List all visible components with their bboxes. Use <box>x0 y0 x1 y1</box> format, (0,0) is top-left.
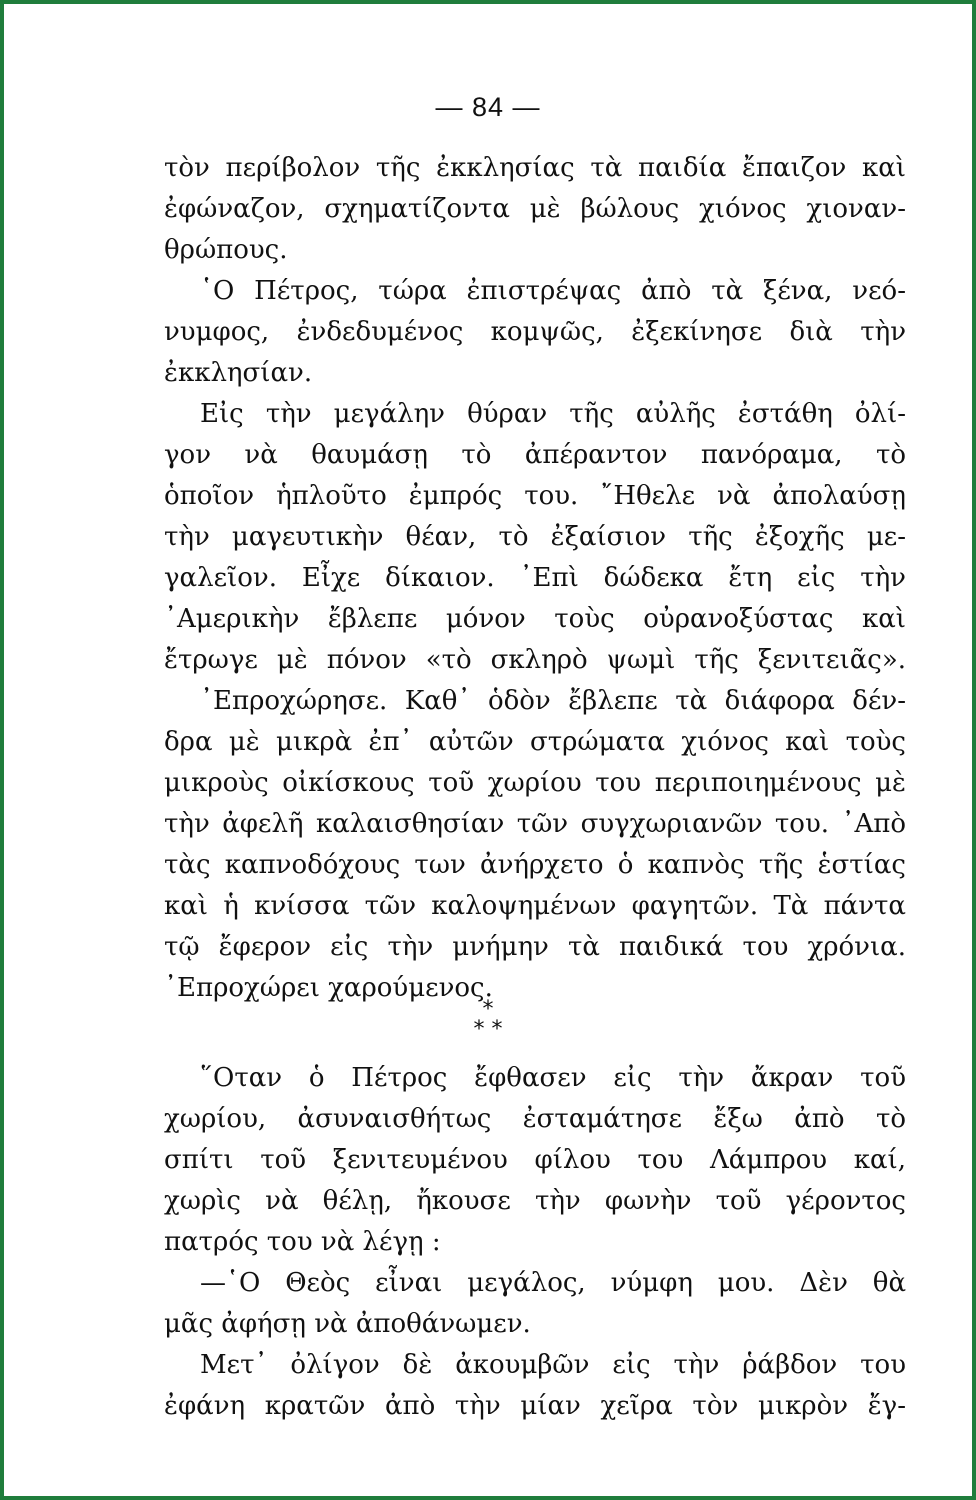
text-line: ὁποῖον ἡπλοῦτο ἐμπρός του. ῎Ηθελε νὰ ἀπολαύσῃ <box>164 481 906 511</box>
text-line: καὶ ἡ κνίσσα τῶν καλοψημένων φαγητῶν. Τὰ πάντα <box>164 891 906 921</box>
text-line: χωρίου, ἀσυναισθήτως ἐσταμάτησε ἔξω ἀπὸ τὸ <box>164 1104 906 1134</box>
text-line: τῷ ἔφερον εἰς τὴν μνήμην τὰ παιδικά του χρόνια. <box>164 932 906 962</box>
text-line: ᾿Επροχώρησε. Καθ᾿ ὁδὸν ἔβλεπε τὰ διάφορα δέν- <box>200 686 906 716</box>
text-line: ἔτρωγε μὲ πόνον «τὸ σκληρὸ ψωμὶ τῆς ξενιτειᾶς». <box>164 645 906 675</box>
text-line: Μετ᾿ ὀλίγον δὲ ἀκουμβῶν εἰς τὴν ῥάβδον του <box>200 1350 906 1380</box>
text-line: τὰς καπνοδόχους των ἀνήρχετο ὁ καπνὸς τῆς ἑστίας <box>164 850 906 880</box>
asterism-bottom: * * <box>473 1017 503 1042</box>
text-line: γαλεῖον. Εἶχε δίκαιον. ᾿Επὶ δώδεκα ἔτη εἰς τὴν <box>164 563 906 593</box>
text-line: ῾Ο Πέτρος, τώρα ἐπιστρέψας ἀπὸ τὰ ξένα, νεό- <box>200 276 906 306</box>
text-line: τὴν ἀφελῆ καλαισθησίαν τῶν συγχωριανῶν του. ᾿Απὸ <box>164 809 906 839</box>
asterism-top: * <box>482 997 494 1022</box>
text-line: ἐφάνη κρατῶν ἀπὸ τὴν μίαν χεῖρα τὸν μικρὸν ἔγ- <box>164 1391 906 1421</box>
text-line: σπίτι τοῦ ξενιτευμένου φίλου του Λάμπρου καί, <box>164 1145 906 1175</box>
text-line: Εἰς τὴν μεγάλην θύραν τῆς αὐλῆς ἐστάθη ὀλί- <box>200 399 906 429</box>
text-line: ἐκκλησίαν. <box>164 358 313 388</box>
asterism-separator <box>4 997 972 1042</box>
text-line: ᾿Αμερικὴν ἔβλεπε μόνον τοὺς οὐρανοξύστας καὶ <box>164 604 906 634</box>
text-line: ἐφώναζον, σχηματίζοντα μὲ βώλους χιόνος χιοναν- <box>164 194 906 224</box>
page-number: — 84 — <box>435 92 541 122</box>
text-block-top <box>164 148 906 1009</box>
text-line: θρώπους. <box>164 235 288 265</box>
text-block-bottom <box>164 1058 906 1427</box>
text-line: πατρός του νὰ λέγῃ : <box>164 1227 441 1257</box>
text-line: ᾿Επροχώρει χαρούμενος. <box>164 973 493 1003</box>
text-line: μᾶς ἀφήσῃ νὰ ἀποθάνωμεν. <box>164 1309 531 1339</box>
text-line: δρα μὲ μικρὰ ἐπ᾿ αὐτῶν στρώματα χιόνος καὶ τοὺς <box>164 727 906 757</box>
text-line: μικροὺς οἰκίσκους τοῦ χωρίου του περιποιημένους μὲ <box>164 768 906 798</box>
text-line: νυμφος, ἐνδεδυμένος κομψῶς, ἐξεκίνησε διὰ τὴν <box>164 317 906 347</box>
text-line: —῾Ο Θεὸς εἶναι μεγάλος, νύμφη μου. Δὲν θὰ <box>200 1268 906 1298</box>
text-line: χωρὶς νὰ θέλῃ, ἤκουσε τὴν φωνὴν τοῦ γέροντος <box>164 1186 906 1216</box>
text-line: ῞Οταν ὁ Πέτρος ἔφθασεν εἰς τὴν ἄκραν τοῦ <box>200 1063 906 1093</box>
text-line: τὴν μαγευτικὴν θέαν, τὸ ἐξαίσιον τῆς ἐξοχῆς με- <box>164 522 906 552</box>
text-line: τὸν περίβολον τῆς ἐκκλησίας τὰ παιδία ἔπαιζον καὶ <box>164 153 906 183</box>
text-line: γον νὰ θαυμάσῃ τὸ ἀπέραντον πανόραμα, τὸ <box>164 440 906 470</box>
